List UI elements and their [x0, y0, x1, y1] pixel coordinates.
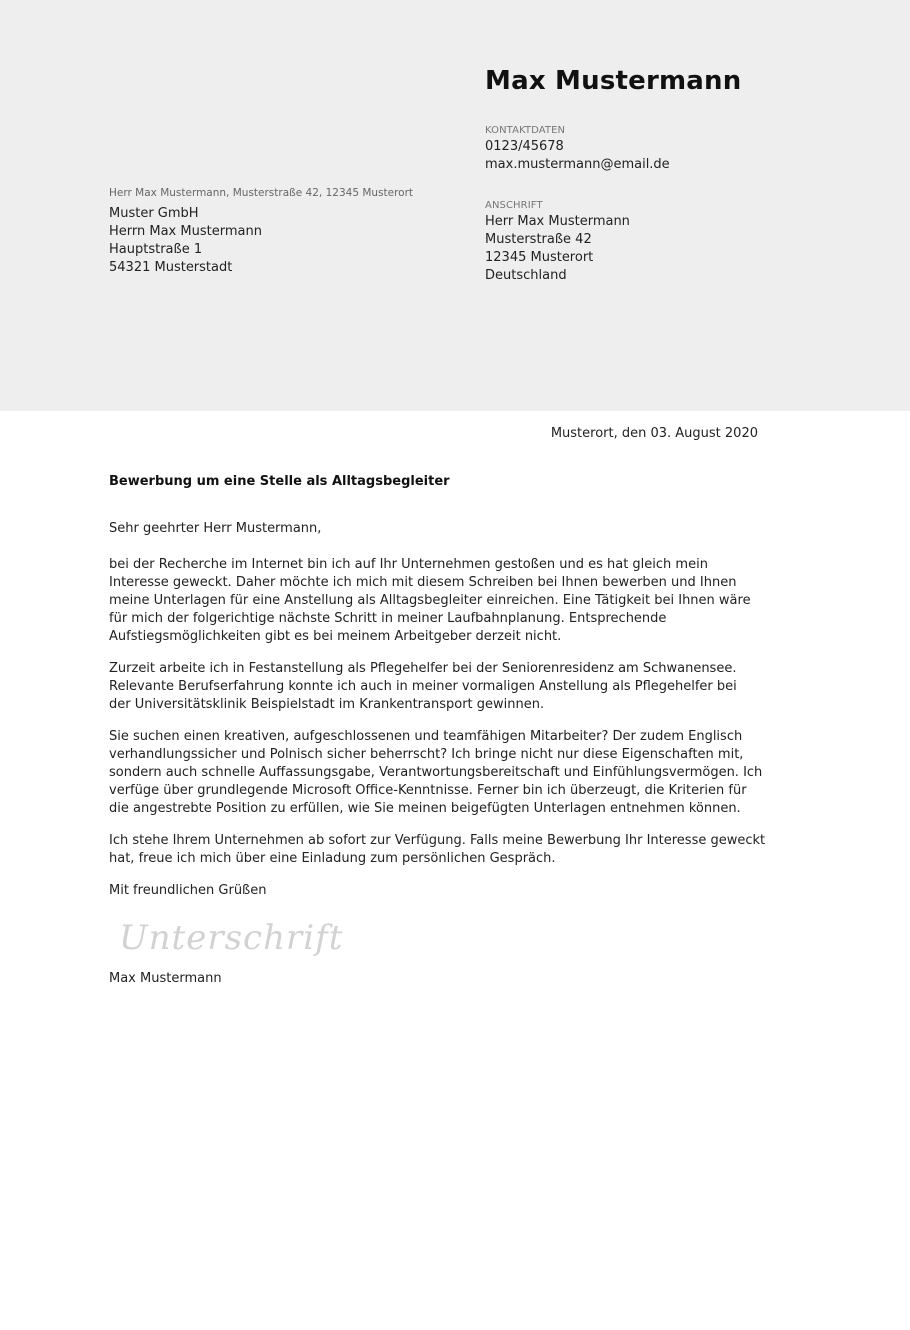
salutation: Sehr geehrter Herr Mustermann,: [109, 521, 322, 536]
paragraph-2: [109, 660, 749, 714]
paragraph-line: der Universitätsklinik Beispielstadt im Krankentransport gewinnen.: [109, 697, 545, 712]
paragraph-4: [109, 832, 766, 868]
sender-phone: 0123/45678: [485, 139, 564, 154]
contact-label: KONTAKTDATEN: [485, 125, 566, 136]
paragraph-1: [109, 556, 749, 646]
paragraph-line: verhandlungssicher und Polnisch sicher beherrscht? Ich bringe nicht nur diese Eigenschaften mit,: [109, 747, 744, 762]
sender-address-block: [485, 199, 630, 285]
subject-line: Bewerbung um eine Stelle als Alltagsbegleiter: [109, 474, 450, 489]
paragraph-line: für mich der folgerichtige nächste Schritt in meiner Laufbahnplanung. Entsprechende: [109, 611, 667, 626]
paragraph-3: [109, 728, 763, 818]
closing: Mit freundlichen Grüßen: [109, 883, 267, 898]
sender-address-line: 12345 Musterort: [485, 250, 594, 265]
paragraph-line: verfüge über grundlegende Microsoft Office-Kenntnisse. Ferner bin ich überzeugt, die Kriterien für: [109, 783, 747, 798]
address-label: ANSCHRIFT: [485, 200, 543, 211]
recipient-line: 54321 Musterstadt: [109, 260, 233, 275]
paragraph-line: bei der Recherche im Internet bin ich auf Ihr Unternehmen gestoßen und es hat gleich mein: [109, 557, 708, 572]
paragraph-line: Sie suchen einen kreativen, aufgeschlossenen und teamfähigen Mitarbeiter? Der zudem Englisch: [109, 729, 743, 744]
recipient-line: Muster GmbH: [109, 206, 199, 221]
signer-name: Max Mustermann: [109, 971, 222, 986]
sender-address-line: Deutschland: [485, 268, 567, 283]
recipient-address-block: [109, 205, 262, 277]
paragraph-line: Interesse geweckt. Daher möchte ich mich mit diesem Schreiben bei Ihnen bewerben und Ihnen: [109, 575, 737, 590]
sender-email: max.mustermann@email.de: [485, 157, 670, 172]
paragraph-line: Ich stehe Ihrem Unternehmen ab sofort zur Verfügung. Falls meine Bewerbung Ihr Interesse geweckt: [109, 833, 766, 848]
date-line: Musterort, den 03. August 2020: [550, 426, 758, 441]
paragraph-line: die angestrebte Position zu erfüllen, wie Sie meinen beigefügten Unterlagen entnehmen können.: [109, 801, 741, 816]
recipient-line: Herrn Max Mustermann: [109, 224, 262, 239]
paragraph-line: Aufstiegsmöglichkeiten gibt es bei meinem Arbeitgeber derzeit nicht.: [109, 629, 562, 644]
sender-address-line: Musterstraße 42: [485, 232, 592, 247]
paragraph-line: Zurzeit arbeite ich in Festanstellung als Pflegehelfer bei der Seniorenresidenz am Schwanensee.: [109, 661, 737, 676]
sender-name: Max Mustermann: [485, 66, 742, 96]
sender-address-line: Herr Max Mustermann: [485, 214, 630, 229]
recipient-line: Hauptstraße 1: [109, 242, 203, 257]
signature-placeholder: Unterschrift: [119, 918, 344, 958]
paragraph-line: hat, freue ich mich über eine Einladung zum persönlichen Gespräch.: [109, 851, 556, 866]
contact-block: [485, 124, 670, 174]
paragraph-line: meine Unterlagen für eine Anstellung als Alltagsbegleiter einreichen. Eine Tätigkeit bei Ihnen wäre: [109, 593, 751, 608]
paragraph-line: Relevante Berufserfahrung konnte ich auch in meiner vormaligen Anstellung als Pflegehelfer bei: [109, 679, 737, 694]
paragraph-line: sondern auch schnelle Auffassungsgabe, Verantwortungsbereitschaft und Einfühlungsvermögen. Ich: [109, 765, 763, 780]
letter-body: [109, 520, 766, 900]
return-address: Herr Max Mustermann, Musterstraße 42, 12345 Musterort: [109, 187, 414, 199]
